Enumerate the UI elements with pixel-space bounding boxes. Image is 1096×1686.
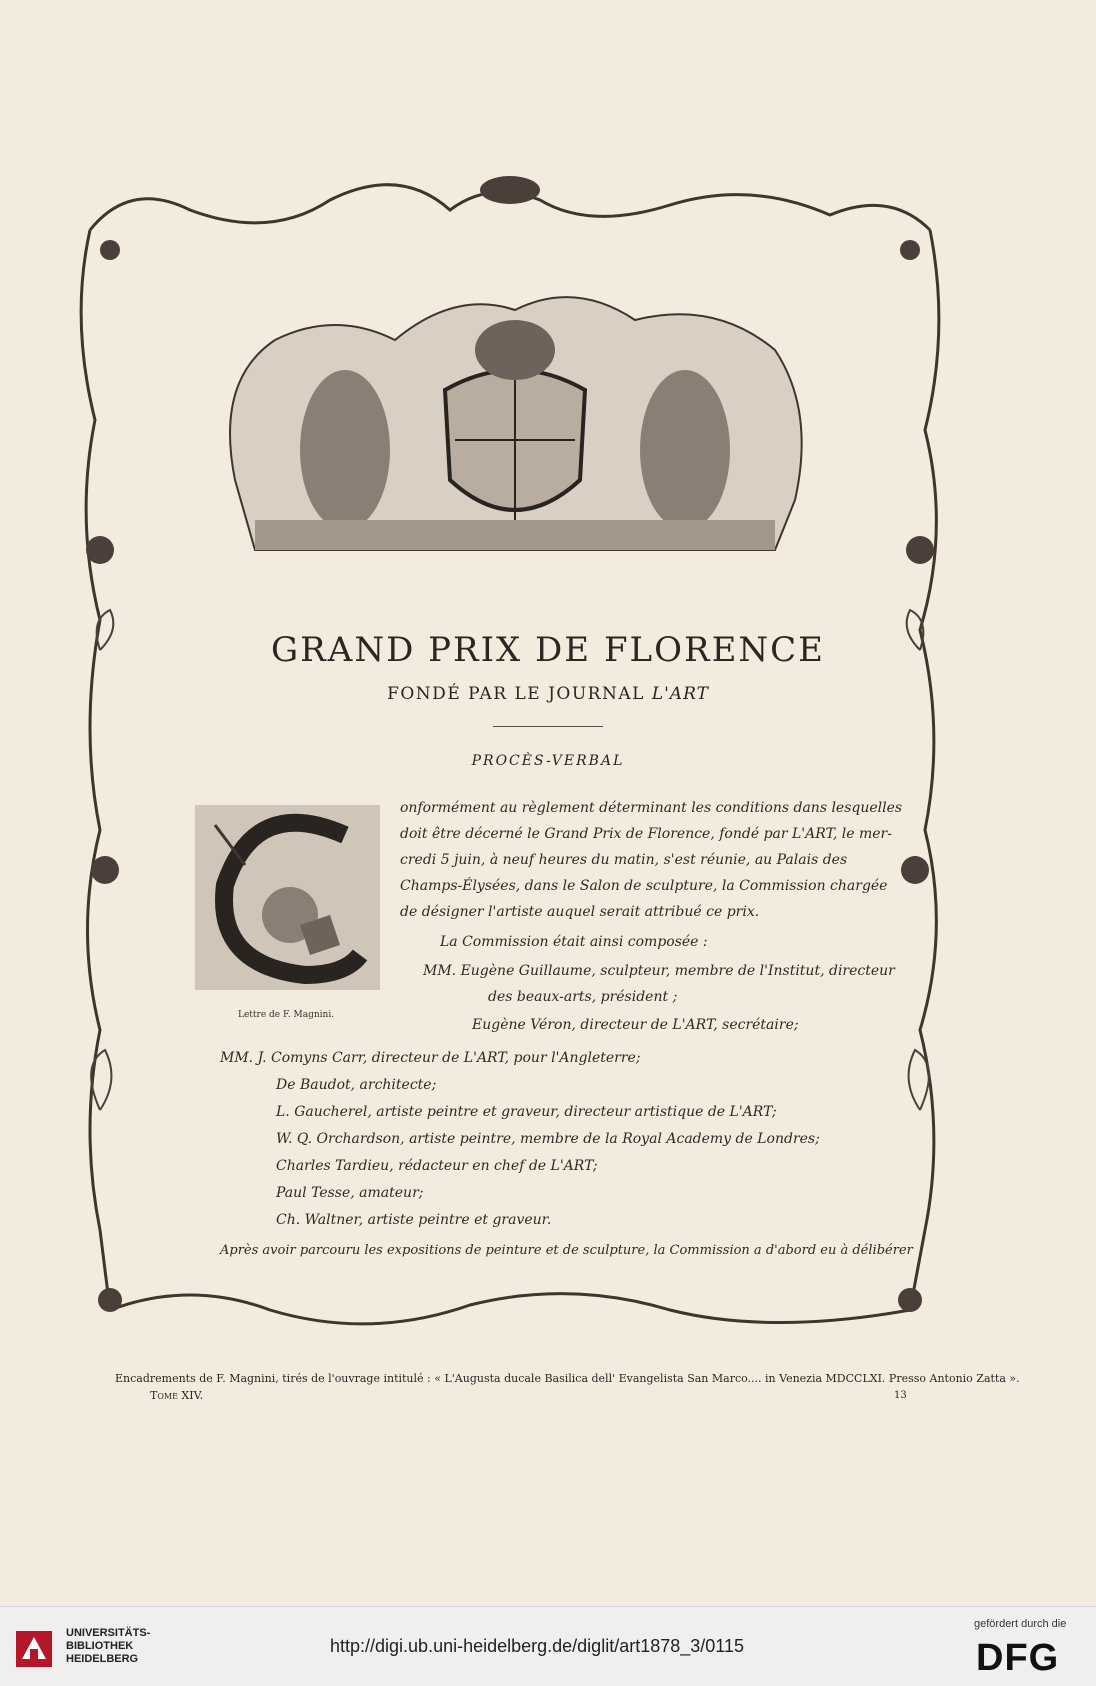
institution-name <box>66 1627 150 1666</box>
closing-line: Après avoir parcouru les expositions de peinture et de sculpture, la Commission a d'abord eu à délibérer <box>220 1243 913 1258</box>
member-line: L. Gaucherel, artiste peintre et graveur, directeur artistique de L'ART; <box>276 1104 777 1120</box>
page-title: GRAND PRIX DE FLORENCE <box>271 630 825 670</box>
title-divider <box>493 726 603 727</box>
page-number: 13 <box>894 1390 907 1401</box>
subtitle-prefix: FONDÉ PAR LE JOURNAL <box>387 684 645 704</box>
institution-line: BIBLIOTHEK <box>66 1640 134 1652</box>
permalink-url[interactable]: http://digi.ub.uni-heidelberg.de/diglit/art1878_3/0115 <box>330 1636 744 1656</box>
page-subtitle <box>0 684 1096 704</box>
institution-line: UNIVERSITÄTS- <box>66 1627 151 1639</box>
paragraph-line: doit être décerné le Grand Prix de Florence, fondé par L'ART, le mer- <box>400 826 892 842</box>
section-title: PROCÈS-VERBAL <box>471 753 625 769</box>
university-logo-icon <box>12 1627 56 1671</box>
paragraph-line: Champs-Élysées, dans le Salon de sculpture, la Commission chargée <box>400 878 888 894</box>
member-line: Ch. Waltner, artiste peintre et graveur. <box>276 1212 552 1228</box>
paragraph-line: onformément au règlement déterminant les conditions dans lesquelles <box>400 800 903 816</box>
paragraph-line: de désigner l'artiste auquel serait attribué ce prix. <box>400 904 760 920</box>
footer-credit: Encadrements de F. Magnini, tirés de l'ouvrage intitulé : « L'Augusta ducale Basilica dell' Evangelista San Marco.... in Venezia MDCCLXI. Presso Antonio Zatta ». <box>115 1372 1020 1385</box>
coat-of-arms-illustration <box>215 280 815 580</box>
institution-line: HEIDELBERG <box>66 1653 139 1665</box>
composition-line: La Commission était ainsi composée : <box>440 934 708 950</box>
sponsor-label: gefördert durch die <box>974 1618 1067 1630</box>
tome-label: Tome XIV. <box>150 1389 204 1402</box>
member-line: des beaux-arts, président ; <box>488 989 678 1005</box>
member-line: MM. Eugène Guillaume, sculpteur, membre de l'Institut, directeur <box>423 963 895 979</box>
paragraph-line: credi 5 juin, à neuf heures du matin, s'est réunie, au Palais des <box>400 852 848 868</box>
dfg-logo: DFG <box>976 1637 1060 1679</box>
member-line: Eugène Véron, directeur de L'ART, secrétaire; <box>472 1017 799 1033</box>
decorated-initial-c <box>195 805 380 990</box>
initial-caption: Lettre de F. Magnini. <box>238 1010 335 1020</box>
member-line: Charles Tardieu, rédacteur en chef de L'ART; <box>276 1158 598 1174</box>
member-line: Paul Tesse, amateur; <box>276 1185 424 1201</box>
journal-name: L'ART <box>651 684 709 704</box>
member-line: De Baudot, architecte; <box>276 1077 437 1093</box>
member-line: W. Q. Orchardson, artiste peintre, membre de la Royal Academy de Londres; <box>276 1131 820 1147</box>
viewer-footer-bar <box>0 1606 1096 1686</box>
member-line: MM. J. Comyns Carr, directeur de L'ART, pour l'Angleterre; <box>220 1050 641 1066</box>
